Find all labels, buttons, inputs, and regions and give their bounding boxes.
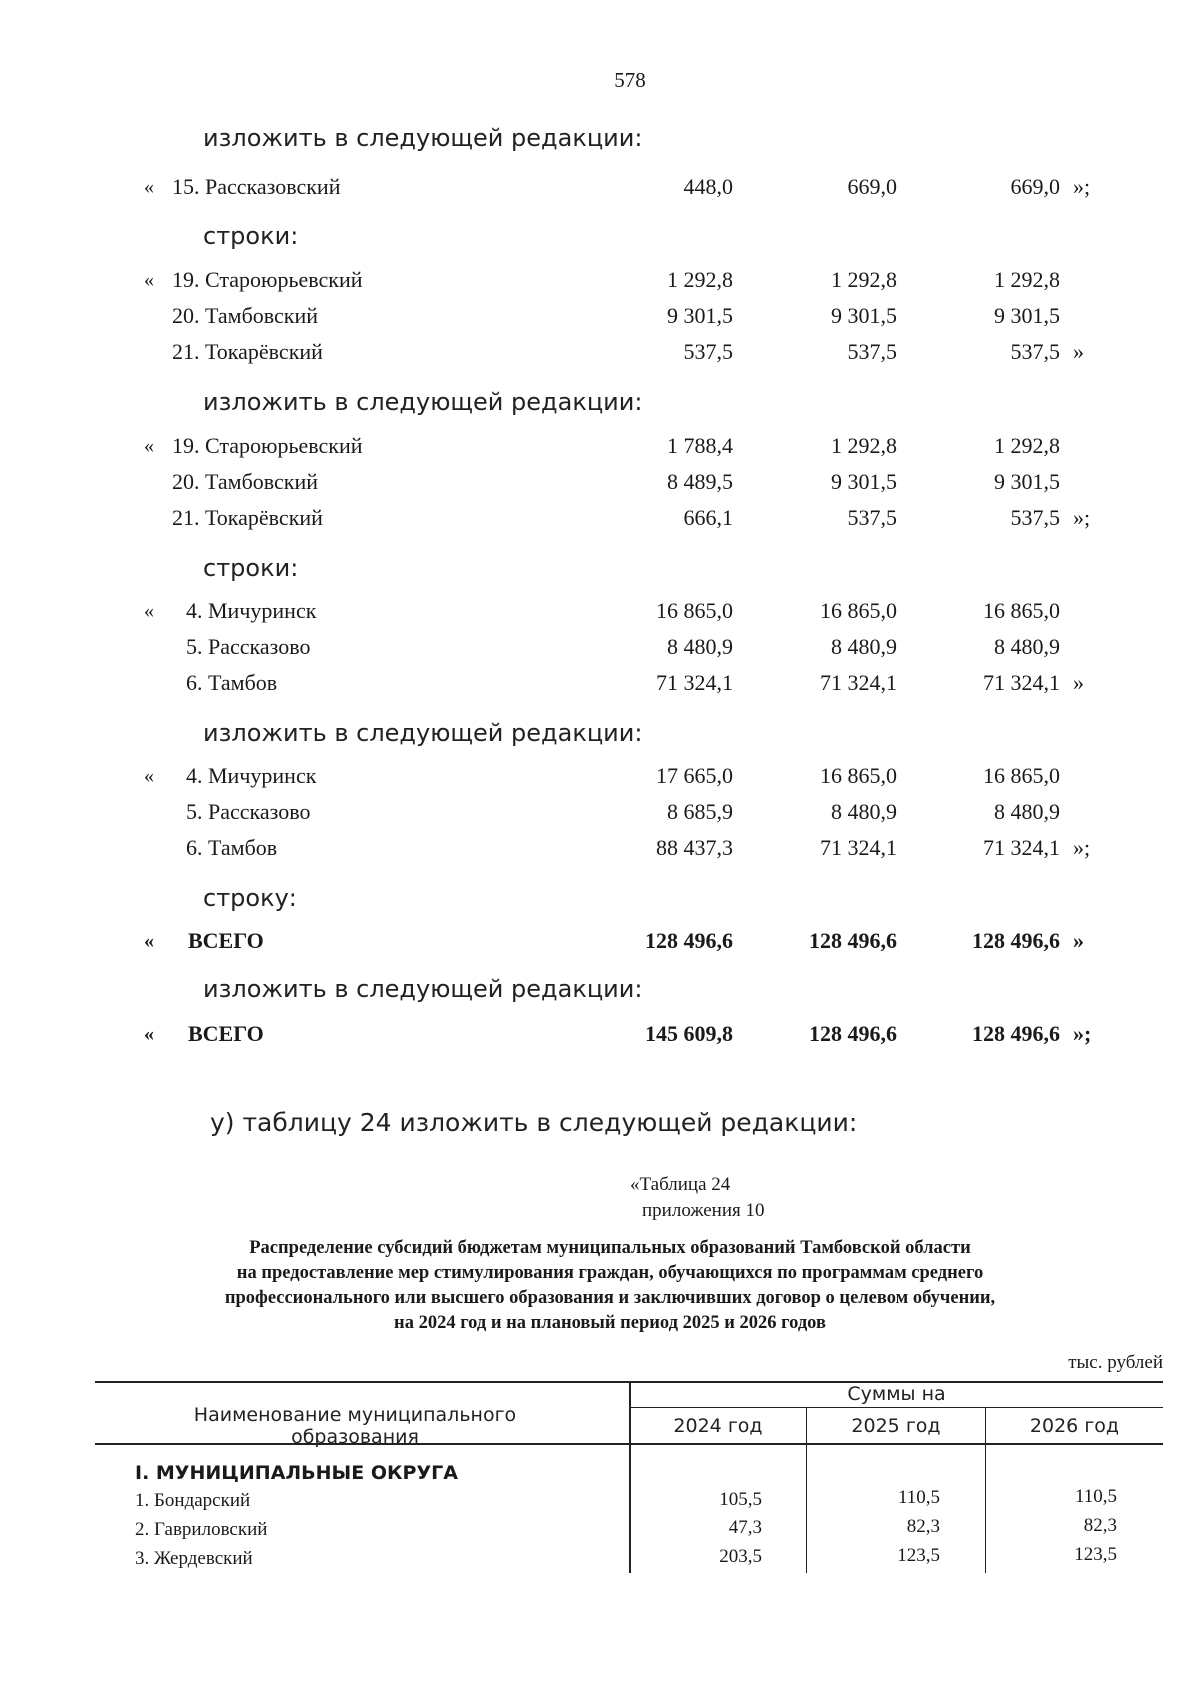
value-2024: 8 685,9 [667,799,733,824]
row-name: 21. Токарёвский [172,505,323,530]
table-row [0,799,1200,829]
table-title-line: Распределение субсидий бюджетам муниципальных образований Тамбовской области [249,1238,971,1258]
row-name: ВСЕГО [188,1021,264,1046]
value-2026: 9 301,5 [994,469,1060,494]
section-label: изложить в следующей редакции: [203,975,643,1003]
value-2024: 105,5 [719,1489,762,1510]
value-2024: 666,1 [683,505,733,530]
value-2025: 16 865,0 [820,763,897,788]
section-label: изложить в следующей редакции: [203,719,643,747]
value-2025: 8 480,9 [831,799,897,824]
close-quote: »; [1073,1021,1092,1046]
table-title-line: на предоставление мер стимулирования граждан, обучающихся по программам среднего [236,1263,984,1283]
close-quote: »; [1073,174,1091,199]
table-row [0,835,1200,865]
value-2025: 110,5 [897,1487,940,1508]
value-2026: 16 865,0 [983,598,1060,623]
value-2026: 128 496,6 [972,928,1060,953]
value-2024: 9 301,5 [667,303,733,328]
value-2025: 669,0 [847,174,897,199]
value-2024: 1 292,8 [667,267,733,292]
table-row [0,598,1200,628]
section-label: строки: [203,222,299,250]
value-2025: 16 865,0 [820,598,897,623]
row-name: 1. Бондарский [135,1490,251,1511]
open-quote: « [144,765,154,787]
table-row [0,928,1200,958]
open-quote: « [144,435,154,457]
section-label: изложить в следующей редакции: [203,388,643,416]
value-2024: 1 788,4 [667,433,733,458]
value-2025: 9 301,5 [831,469,897,494]
value-2024: 128 496,6 [645,928,733,953]
close-quote: » [1073,670,1084,695]
table-row [0,1021,1200,1051]
value-2024: 203,5 [719,1546,762,1567]
table-column-divider [629,1381,631,1573]
value-2024: 8 489,5 [667,469,733,494]
value-2026: 16 865,0 [983,763,1060,788]
table-header-divider [630,1407,1163,1408]
value-2024: 537,5 [683,339,733,364]
close-quote: » [1073,339,1084,364]
row-name: 6. Тамбов [186,835,278,860]
value-2026: 8 480,9 [994,799,1060,824]
value-2025: 8 480,9 [831,634,897,659]
value-2025: 1 292,8 [831,433,897,458]
table-row [0,763,1200,793]
row-name: 6. Тамбов [186,670,278,695]
section-label: строки: [203,554,299,582]
row-name: 4. Мичуринск [186,598,317,623]
value-2026: 537,5 [1010,505,1060,530]
value-2025: 537,5 [847,339,897,364]
value-2026: 128 496,6 [972,1021,1060,1046]
value-2024: 448,0 [683,174,733,199]
table-row [0,634,1200,664]
units-label: тыс. рублей [1068,1352,1163,1373]
table-row [0,433,1200,463]
column-header-year: 2025 год [851,1415,941,1437]
table-caption [630,1172,764,1224]
value-2026: 537,5 [1010,339,1060,364]
row-name: ВСЕГО [188,928,264,953]
value-2026: 71 324,1 [983,670,1060,695]
row-name: 3. Жердевский [135,1548,253,1569]
table-title-line: профессионального или высшего образования и заключивших договор о целевом обучении, [224,1288,996,1308]
value-2025: 537,5 [847,505,897,530]
row-name: 21. Токарёвский [172,339,323,364]
table-row [0,174,1200,204]
row-name: 5. Рассказово [186,634,311,659]
row-name: 2. Гавриловский [135,1519,268,1540]
value-2026: 669,0 [1010,174,1060,199]
value-2024: 88 437,3 [656,835,733,860]
row-name: 5. Рассказово [186,799,311,824]
table-row [0,339,1200,369]
open-quote: « [144,176,154,198]
table-title [130,1236,1090,1336]
section-label: изложить в следующей редакции: [203,124,643,152]
value-2025: 71 324,1 [820,835,897,860]
open-quote: « [144,930,154,952]
value-2025: 82,3 [906,1516,940,1537]
row-name: 19. Староюрьевский [172,433,363,458]
value-2026: 8 480,9 [994,634,1060,659]
row-name: 20. Тамбовский [172,303,319,328]
row-name: 19. Староюрьевский [172,267,363,292]
value-2026: 1 292,8 [994,267,1060,292]
row-name: 15. Рассказовский [172,174,341,199]
open-quote: « [144,1023,154,1045]
column-header-sums: Суммы на [847,1383,946,1405]
value-2026: 110,5 [1074,1486,1117,1507]
close-quote: »; [1073,835,1091,860]
value-2024: 47,3 [728,1517,762,1538]
open-quote: « [144,600,154,622]
value-2026: 71 324,1 [983,835,1060,860]
value-2026: 9 301,5 [994,303,1060,328]
value-2024: 17 665,0 [656,763,733,788]
value-2024: 16 865,0 [656,598,733,623]
open-quote: « [144,269,154,291]
row-name: 20. Тамбовский [172,469,319,494]
close-quote: »; [1073,505,1091,530]
value-2025: 71 324,1 [820,670,897,695]
section-label: строку: [203,884,297,912]
close-quote: » [1073,928,1084,953]
page-number: 578 [614,68,646,92]
table-row [0,469,1200,499]
table-row [0,303,1200,333]
value-2026: 123,5 [1074,1544,1117,1565]
value-2025: 123,5 [897,1545,940,1566]
value-2026: 1 292,8 [994,433,1060,458]
row-name: 4. Мичуринск [186,763,317,788]
table-row [0,670,1200,700]
group-heading: I. МУНИЦИПАЛЬНЫЕ ОКРУГА [135,1462,458,1484]
value-2025: 1 292,8 [831,267,897,292]
column-header-name: Наименование муниципального образования [193,1404,517,1448]
column-header-year: 2024 год [673,1415,763,1437]
value-2025: 128 496,6 [809,928,897,953]
table-title-line: на 2024 год и на плановый период 2025 и 2026 годов [394,1313,826,1333]
table-row [0,267,1200,297]
table-caption-line2: приложения 10 [642,1200,765,1221]
value-2024: 71 324,1 [656,670,733,695]
value-2025: 9 301,5 [831,303,897,328]
value-2026: 82,3 [1083,1515,1117,1536]
table-row [0,505,1200,535]
value-2024: 8 480,9 [667,634,733,659]
value-2024: 145 609,8 [645,1021,733,1046]
value-2025: 128 496,6 [809,1021,897,1046]
column-header-year: 2026 год [1029,1415,1120,1437]
table-caption-line1: «Таблица 24 [630,1174,731,1195]
instruction-text: у) таблицу 24 изложить в следующей редакции: [210,1108,858,1137]
